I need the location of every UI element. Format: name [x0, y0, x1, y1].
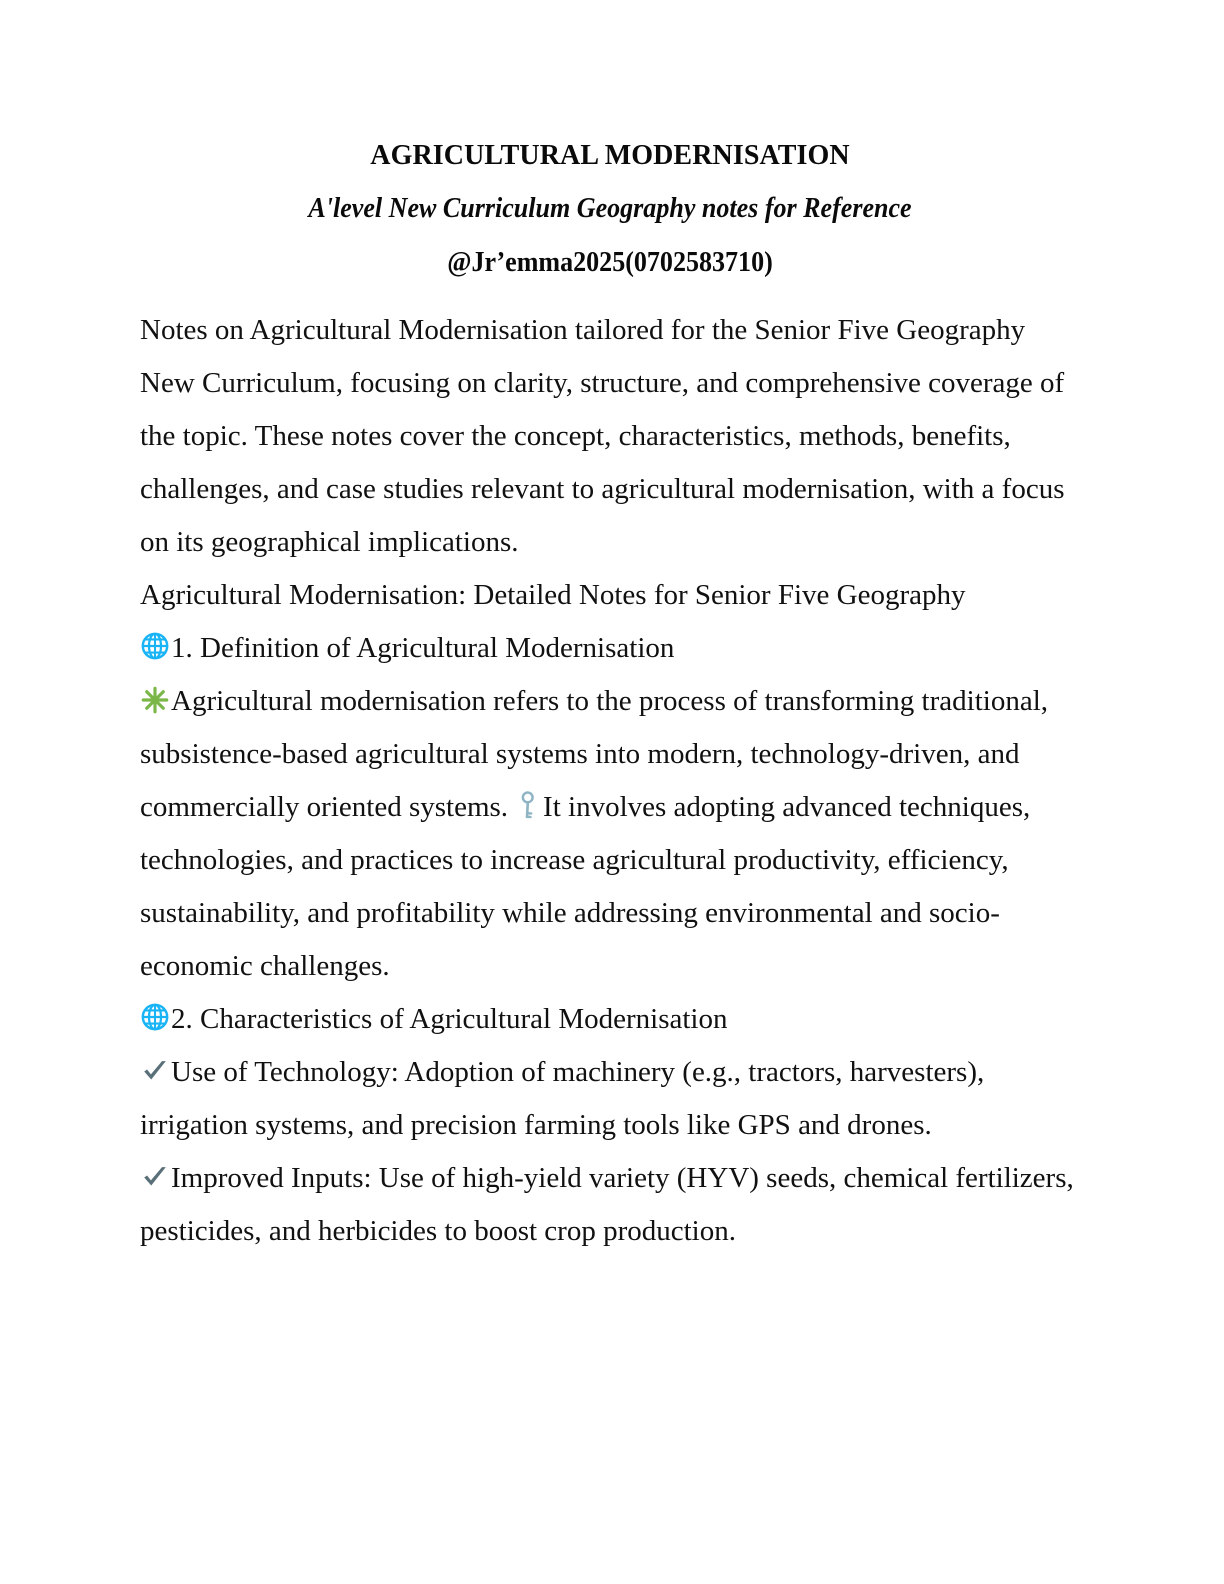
- heavy-check-mark-icon: [140, 1162, 170, 1192]
- document-content: [140, 130, 1080, 1258]
- characteristics-heading-text: 2. Characteristics of Agricultural Modernisation: [171, 1003, 728, 1035]
- list-item-text: Use of Technology: Adoption of machinery (e.g., tractors, harvesters), irrigation systems, and precision farming tools like GPS and drones.: [140, 1056, 985, 1141]
- document-subtitle: A'level New Curriculum Geography notes for Reference: [308, 193, 912, 224]
- globe-with-meridians-icon: [140, 631, 170, 661]
- eight-spoked-asterisk-icon: [140, 685, 170, 715]
- document-body: [140, 304, 1080, 1258]
- list-item: [140, 1152, 1080, 1258]
- intro-paragraph-text: Notes on Agricultural Modernisation tailored for the Senior Five Geography New Curriculum, focusing on clarity, structure, and comprehensive coverage of the topic. These notes cover the concept, characteristics, methods, benefits, challenges, and case studies relevant to agricultural modernisation, with a focus on its geographical implications.: [140, 314, 1065, 558]
- section-heading: [140, 569, 1080, 622]
- list-item: [140, 1046, 1080, 1152]
- page-title: AGRICULTURAL MODERNISATION: [370, 140, 850, 171]
- author-handle: @Jr’emma2025(0702583710): [447, 247, 773, 278]
- globe-with-meridians-icon: [140, 1002, 170, 1032]
- old-key-icon: [512, 790, 542, 820]
- definition-text-a: Agricultural modernisation refers to the process of transforming traditional, subsistence-based agricultural systems into modern, technology-driven, and commercially oriented systems.: [140, 685, 1048, 823]
- section-heading-text: Agricultural Modernisation: Detailed Notes for Senior Five Geography: [140, 579, 966, 611]
- definition-paragraph: [140, 675, 1080, 993]
- list-item-text: Improved Inputs: Use of high-yield variety (HYV) seeds, chemical fertilizers, pesticides, and herbicides to boost crop production.: [140, 1162, 1074, 1247]
- characteristics-heading: [140, 993, 1080, 1046]
- definition-heading: [140, 622, 1080, 675]
- definition-text-b: It involves adopting advanced techniques, technologies, and practices to increase agricultural productivity, efficiency, sustainability, and profitability while addressing environmental and socio-economic challenges.: [140, 791, 1031, 982]
- definition-heading-text: 1. Definition of Agricultural Modernisation: [171, 632, 675, 664]
- intro-paragraph: [140, 304, 1080, 569]
- heavy-check-mark-icon: [140, 1056, 170, 1086]
